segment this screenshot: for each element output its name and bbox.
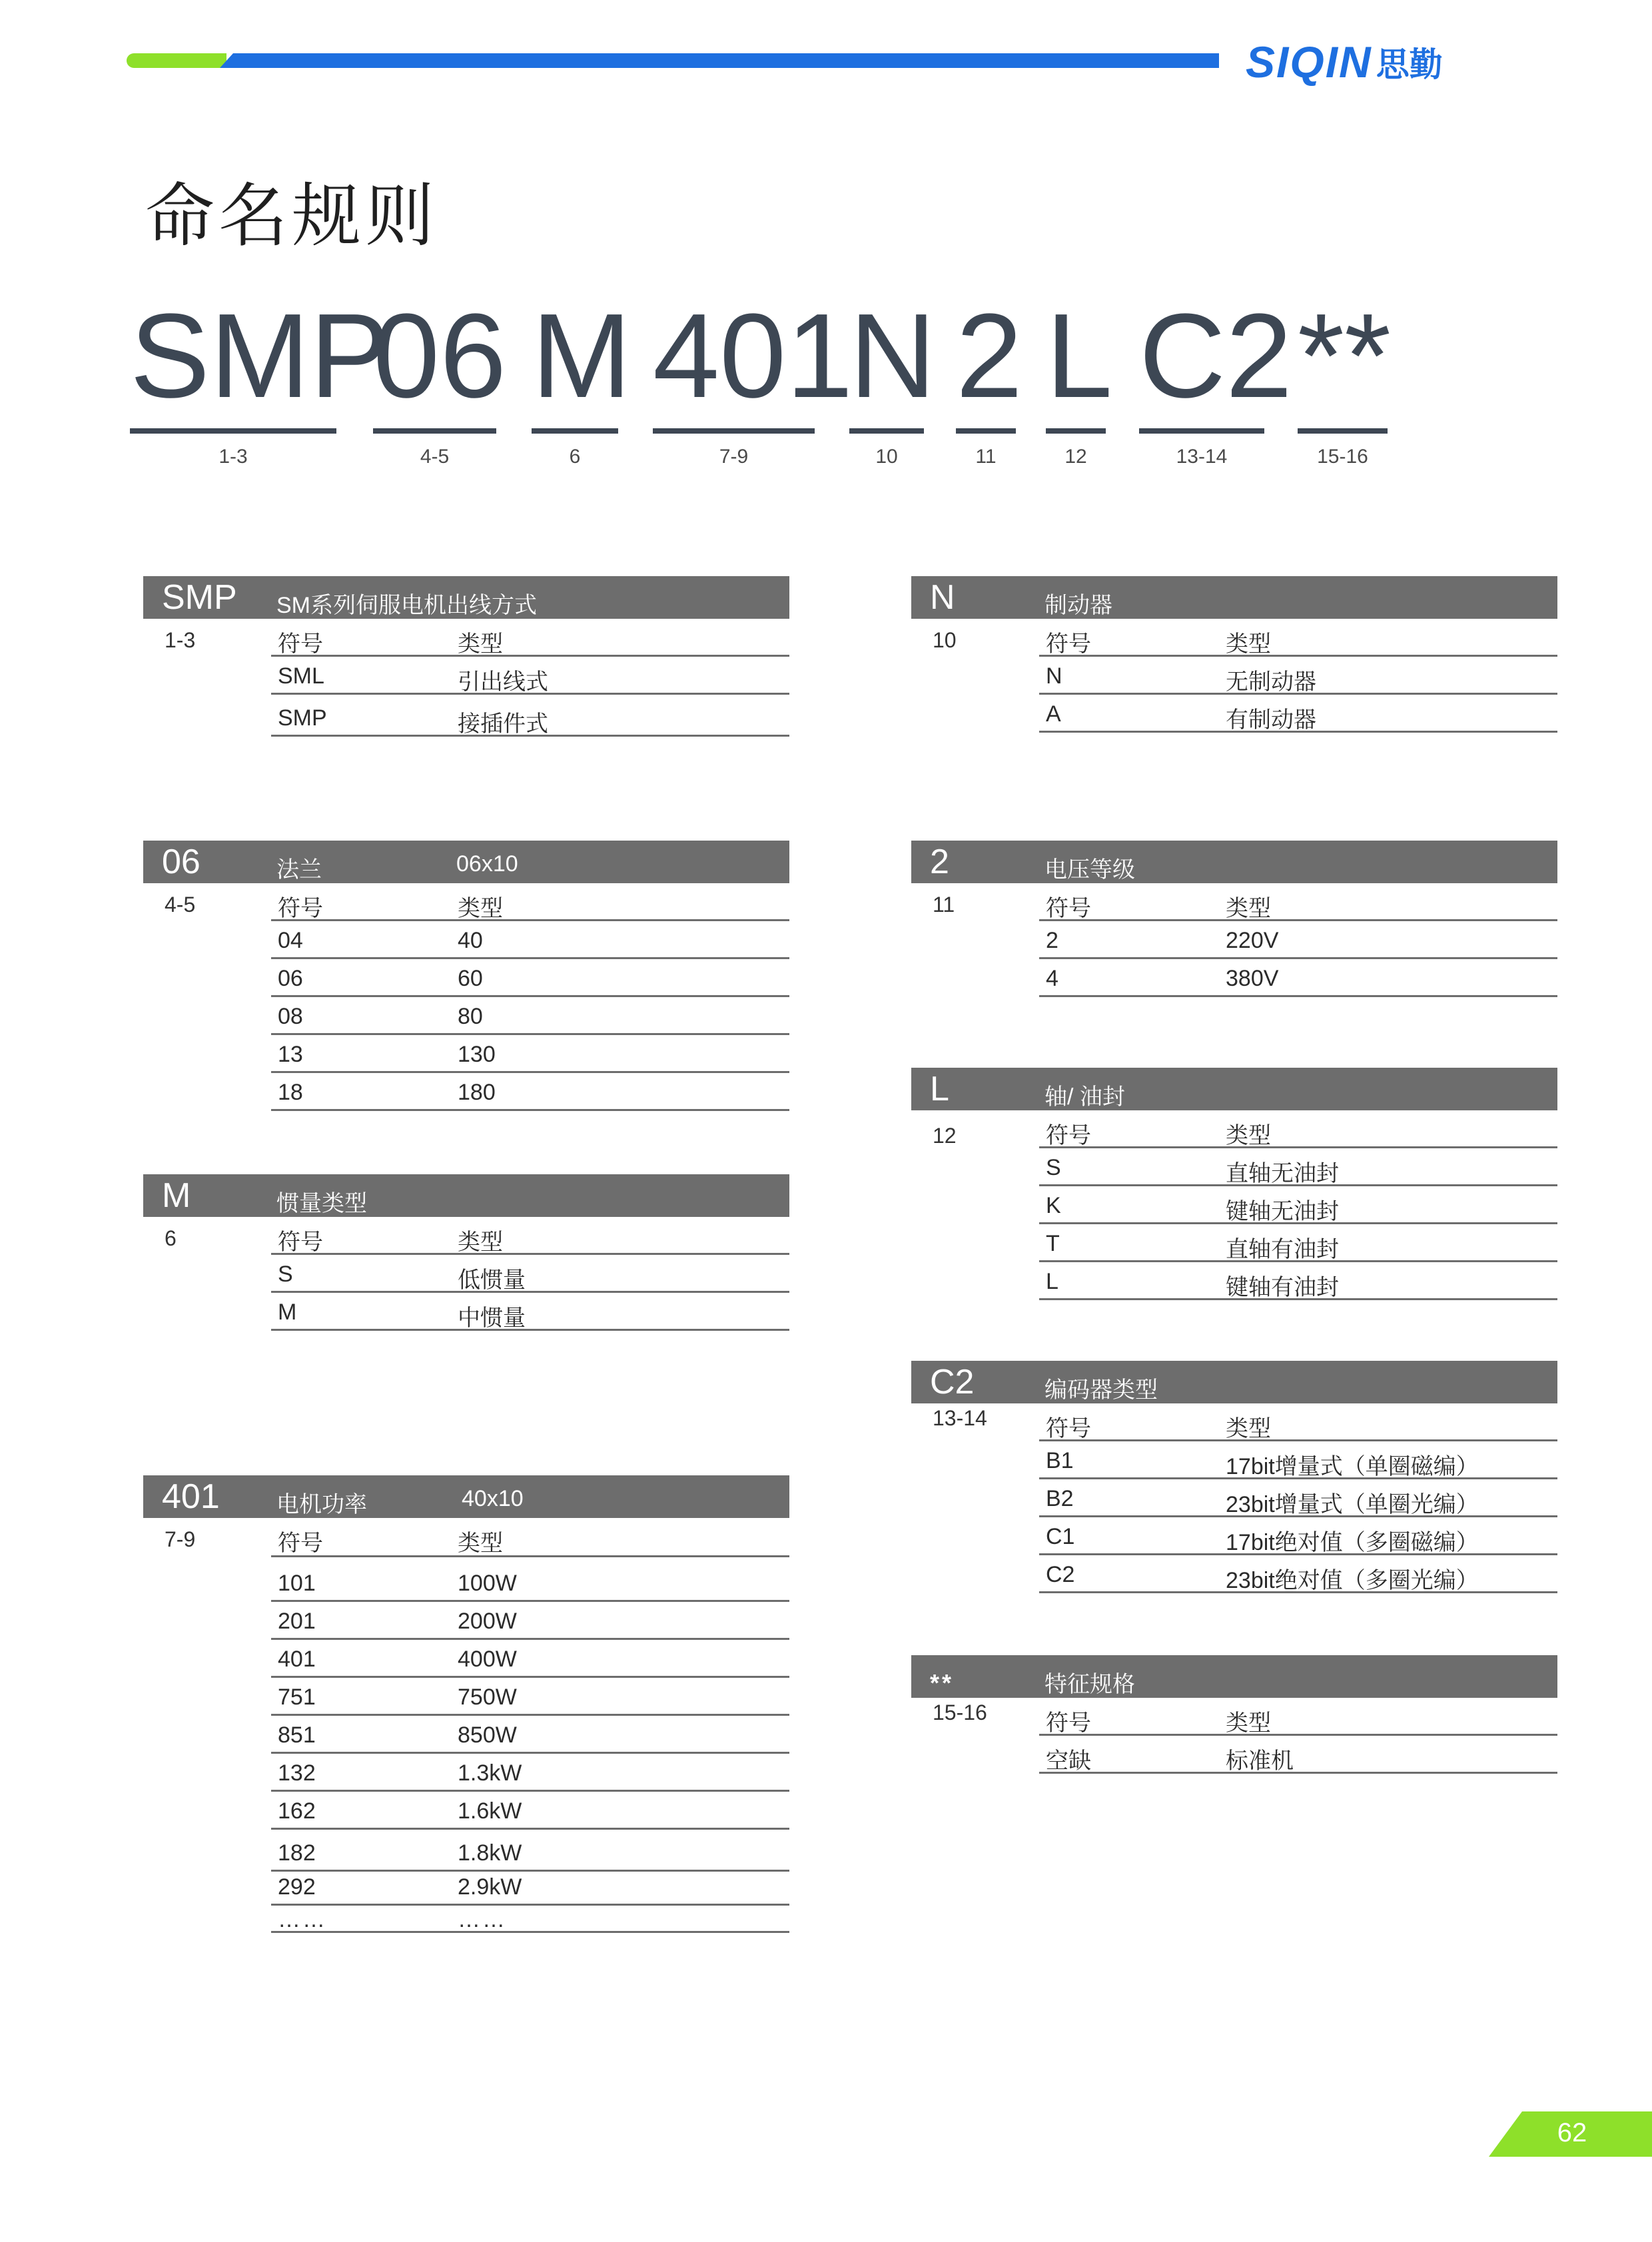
- table-row: [1039, 959, 1557, 997]
- table-code: L: [930, 1070, 949, 1108]
- cell-symbol: 空缺: [1046, 1748, 1091, 1774]
- table-header-bar: [143, 1174, 789, 1217]
- cell-symbol: C1: [1046, 1524, 1075, 1549]
- cell-symbol: A: [1046, 701, 1061, 727]
- cell-symbol: 201: [278, 1609, 316, 1634]
- col-type-header: 类型: [1226, 1123, 1271, 1148]
- cell-type: 低惯量: [458, 1268, 526, 1293]
- brand-logo-cn: 思勤: [1376, 45, 1443, 84]
- table-position: 6: [165, 1226, 177, 1250]
- cell-type: 23bit绝对值（多圈光编）: [1226, 1568, 1479, 1593]
- table-column-header: [271, 1217, 789, 1255]
- col-symbol-header: 符号: [278, 1230, 323, 1255]
- table-position: 4-5: [165, 893, 196, 917]
- code-segment-pos: 4-5: [420, 446, 450, 468]
- code-segment-rule: [1298, 428, 1388, 434]
- table-column-header: [1039, 883, 1557, 921]
- code-segment-text: N: [849, 289, 936, 423]
- table-column-header: [271, 883, 789, 921]
- table-flange: [143, 841, 789, 1111]
- table-row: [271, 1293, 789, 1331]
- code-segment: [373, 289, 507, 468]
- cell-type: 接插件式: [458, 711, 548, 737]
- col-symbol-header: 符号: [1046, 1123, 1091, 1148]
- cell-type: ……: [458, 1907, 507, 1932]
- cell-symbol: 751: [278, 1684, 316, 1710]
- table-column-header: [1039, 619, 1557, 657]
- code-segment-rule: [373, 428, 496, 434]
- cell-type: 80: [458, 1004, 483, 1029]
- table-extra: 40x10: [462, 1486, 524, 1511]
- table-row: [271, 1035, 789, 1073]
- code-segment: [1298, 289, 1392, 468]
- table-row: [271, 1872, 789, 1906]
- cell-type: 200W: [458, 1609, 517, 1634]
- table-code: C2: [930, 1363, 975, 1401]
- cell-type: 有制动器: [1226, 707, 1316, 733]
- table-name: 电压等级: [1044, 857, 1135, 883]
- cell-type: 130: [458, 1042, 496, 1067]
- table-name: 编码器类型: [1044, 1377, 1158, 1403]
- table-header-bar: [143, 841, 789, 883]
- table-code: 401: [162, 1477, 220, 1516]
- cell-symbol: 06: [278, 966, 303, 991]
- table-row: [271, 695, 789, 737]
- cell-symbol: 182: [278, 1840, 316, 1866]
- col-symbol-header: 符号: [278, 896, 323, 921]
- table-row: [271, 1830, 789, 1872]
- table-row: [1039, 657, 1557, 695]
- cell-symbol: 13: [278, 1042, 303, 1067]
- header-bar-blue: [220, 53, 1219, 68]
- brand-logo-latin: SIQIN: [1246, 37, 1372, 87]
- cell-symbol: 08: [278, 1004, 303, 1029]
- col-symbol-header: 符号: [1046, 1416, 1091, 1441]
- cell-type: 直轴有油封: [1226, 1237, 1339, 1262]
- table-column-header: [271, 1518, 789, 1557]
- table-rows: [271, 883, 789, 1111]
- table-row: [271, 1073, 789, 1111]
- cell-symbol: 2: [1046, 928, 1058, 953]
- table-code: 2: [930, 843, 949, 881]
- table-name: 制动器: [1044, 593, 1112, 618]
- code-segment: [130, 289, 390, 468]
- cell-symbol: SML: [278, 663, 324, 689]
- table-position: 10: [933, 628, 957, 652]
- code-segment-rule: [130, 428, 336, 434]
- cell-symbol: K: [1046, 1193, 1061, 1218]
- cell-symbol: SMP: [278, 705, 327, 731]
- cell-type: 键轴有油封: [1226, 1275, 1339, 1300]
- cell-symbol: ……: [278, 1907, 327, 1932]
- table-name: 轴/ 油封: [1044, 1084, 1125, 1110]
- table-code: N: [930, 578, 955, 617]
- cell-type: 2.9kW: [458, 1874, 522, 1900]
- table-row: [1039, 1148, 1557, 1186]
- table-row: [1039, 1186, 1557, 1224]
- cell-symbol: 401: [278, 1647, 316, 1672]
- col-type-header: 类型: [1226, 631, 1271, 657]
- col-type-header: 类型: [458, 1230, 503, 1255]
- cell-symbol: 292: [278, 1874, 316, 1900]
- table-position: 7-9: [165, 1527, 196, 1551]
- table-rows: [1039, 1698, 1557, 1774]
- cell-type: 180: [458, 1080, 496, 1105]
- cell-type: 750W: [458, 1684, 517, 1710]
- cell-type: 40: [458, 928, 483, 953]
- table-row: [271, 1557, 789, 1602]
- col-symbol-header: 符号: [278, 631, 323, 657]
- code-segment-text: L: [1046, 289, 1113, 423]
- table-header-bar: [911, 576, 1557, 619]
- table-row: [271, 657, 789, 695]
- table-row: [1039, 1555, 1557, 1593]
- table-column-header: [1039, 1403, 1557, 1441]
- cell-type: 60: [458, 966, 483, 991]
- table-name: 电机功率: [276, 1492, 367, 1517]
- table-header-bar: [911, 841, 1557, 883]
- code-segment: [1139, 289, 1293, 468]
- cell-symbol: S: [278, 1262, 293, 1287]
- code-segment-text: SMP: [130, 289, 390, 423]
- code-segment-rule: [956, 428, 1016, 434]
- table-encoder: [911, 1361, 1557, 1593]
- cell-type: 1.6kW: [458, 1798, 522, 1824]
- table-row: [271, 959, 789, 997]
- cell-symbol: 18: [278, 1080, 303, 1105]
- table-rows: [1039, 1403, 1557, 1593]
- cell-type: 220V: [1226, 928, 1279, 953]
- table-row: [1039, 695, 1557, 733]
- table-power: [143, 1475, 789, 1933]
- table-rows: [1039, 1110, 1557, 1300]
- code-segment-rule: [1046, 428, 1106, 434]
- col-type-header: 类型: [458, 631, 503, 657]
- table-extra: 06x10: [456, 851, 518, 877]
- cell-type: 100W: [458, 1571, 517, 1596]
- cell-type: 380V: [1226, 966, 1279, 991]
- table-row: [1039, 1262, 1557, 1300]
- table-rows: [271, 1217, 789, 1331]
- table-brake: [911, 576, 1557, 733]
- cell-type: 17bit增量式（单圈磁编）: [1226, 1454, 1479, 1479]
- code-segment-rule: [532, 428, 618, 434]
- table-row: [1039, 921, 1557, 959]
- table-name: 特征规格: [1044, 1672, 1135, 1697]
- cell-type: 直轴无油封: [1226, 1161, 1339, 1186]
- code-segment: [1046, 289, 1113, 468]
- cell-symbol: M: [278, 1300, 297, 1325]
- col-symbol-header: 符号: [1046, 896, 1091, 921]
- cell-type: 17bit绝对值（多圈磁编）: [1226, 1530, 1479, 1555]
- table-code: **: [930, 1669, 955, 1696]
- table-position: 12: [933, 1124, 957, 1148]
- cell-symbol: T: [1046, 1231, 1060, 1256]
- table-row: [271, 1906, 789, 1933]
- code-segment-rule: [849, 428, 924, 434]
- table-column-header: [271, 619, 789, 657]
- table-row: [1039, 1517, 1557, 1555]
- col-type-header: 类型: [458, 1531, 503, 1556]
- cell-symbol: B1: [1046, 1448, 1074, 1473]
- cell-type: 850W: [458, 1722, 517, 1748]
- cell-symbol: L: [1046, 1269, 1058, 1294]
- code-segment-pos: 12: [1064, 446, 1087, 468]
- table-row: [1039, 1479, 1557, 1517]
- table-row: [1039, 1224, 1557, 1262]
- brand-logo: [1246, 39, 1443, 85]
- table-row: [271, 1754, 789, 1792]
- cell-type: 引出线式: [458, 669, 548, 695]
- cell-symbol: 4: [1046, 966, 1058, 991]
- page-number: 62: [1557, 2118, 1587, 2147]
- table-rows: [1039, 883, 1557, 997]
- table-column-header: [1039, 1698, 1557, 1736]
- cell-symbol: S: [1046, 1155, 1061, 1180]
- table-voltage: [911, 841, 1557, 997]
- table-row: [1039, 1736, 1557, 1774]
- code-segment-rule: [1139, 428, 1264, 434]
- table-row: [271, 921, 789, 959]
- header-bar-green: [127, 53, 226, 68]
- code-segment-text: M: [532, 289, 631, 423]
- code-segment: [956, 289, 1023, 468]
- cell-symbol: 132: [278, 1760, 316, 1786]
- code-segment-rule: [653, 428, 815, 434]
- cell-type: 标准机: [1226, 1748, 1294, 1774]
- cell-type: 中惯量: [458, 1306, 526, 1331]
- cell-symbol: 04: [278, 928, 303, 953]
- code-segment: [532, 289, 631, 468]
- col-symbol-header: 符号: [1046, 631, 1091, 657]
- code-segment-pos: 13-14: [1176, 446, 1228, 468]
- table-position: 1-3: [165, 628, 196, 652]
- table-position: 11: [933, 893, 955, 917]
- table-row: [271, 1640, 789, 1678]
- col-type-header: 类型: [1226, 1710, 1271, 1736]
- cell-type: 键轴无油封: [1226, 1199, 1339, 1224]
- cell-symbol: C2: [1046, 1562, 1075, 1587]
- table-inertia: [143, 1174, 789, 1331]
- table-position: 13-14: [933, 1406, 987, 1430]
- col-symbol-header: 符号: [278, 1531, 323, 1556]
- table-feature: [911, 1655, 1557, 1774]
- code-segment-pos: 6: [569, 446, 581, 468]
- table-code: M: [162, 1176, 191, 1215]
- table-rows: [1039, 619, 1557, 733]
- cell-type: 1.3kW: [458, 1760, 522, 1786]
- code-segment-text: **: [1298, 289, 1392, 423]
- table-name: 惯量类型: [276, 1191, 367, 1216]
- table-smp: [143, 576, 789, 737]
- table-row: [1039, 1441, 1557, 1479]
- table-rows: [271, 1518, 789, 1933]
- table-name: 法兰: [276, 857, 322, 883]
- cell-symbol: 101: [278, 1571, 316, 1596]
- table-shaft: [911, 1068, 1557, 1300]
- cell-symbol: N: [1046, 663, 1062, 689]
- table-name: SM系列伺服电机出线方式: [276, 593, 537, 618]
- cell-symbol: 162: [278, 1798, 316, 1824]
- table-row: [271, 1716, 789, 1754]
- code-segment-pos: 10: [875, 446, 898, 468]
- table-row: [271, 1602, 789, 1640]
- table-row: [271, 1255, 789, 1293]
- code-segment: [849, 289, 936, 468]
- code-segment-text: 06: [373, 289, 507, 423]
- cell-symbol: 851: [278, 1722, 316, 1748]
- col-type-header: 类型: [1226, 896, 1271, 921]
- col-symbol-header: 符号: [1046, 1710, 1091, 1736]
- table-rows: [271, 619, 789, 737]
- cell-symbol: B2: [1046, 1486, 1074, 1511]
- code-segment-pos: 15-16: [1317, 446, 1368, 468]
- table-header-bar: [911, 1361, 1557, 1403]
- code-segment-pos: 7-9: [719, 446, 749, 468]
- code-segment-text: 401: [653, 289, 853, 423]
- code-segment-text: C2: [1139, 289, 1293, 423]
- table-column-header: [1039, 1110, 1557, 1148]
- table-header-bar: [143, 1475, 789, 1518]
- table-header-bar: [143, 576, 789, 619]
- table-row: [271, 1792, 789, 1830]
- cell-type: 400W: [458, 1647, 517, 1672]
- col-type-header: 类型: [1226, 1416, 1271, 1441]
- table-header-bar: [911, 1068, 1557, 1110]
- code-segment-pos: 11: [975, 446, 997, 468]
- table-code: 06: [162, 843, 201, 881]
- code-segment-pos: 1-3: [218, 446, 248, 468]
- code-segment: [653, 289, 853, 468]
- col-type-header: 类型: [458, 896, 503, 921]
- cell-type: 1.8kW: [458, 1840, 522, 1866]
- table-row: [271, 1678, 789, 1716]
- table-position: 15-16: [933, 1700, 987, 1724]
- page-title: 命名规则: [145, 175, 439, 256]
- table-code: SMP: [162, 578, 237, 617]
- cell-type: 23bit增量式（单圈光编）: [1226, 1492, 1479, 1517]
- table-row: [271, 997, 789, 1035]
- table-header-bar: [911, 1655, 1557, 1698]
- code-segment-text: 2: [956, 289, 1023, 423]
- cell-type: 无制动器: [1226, 669, 1316, 695]
